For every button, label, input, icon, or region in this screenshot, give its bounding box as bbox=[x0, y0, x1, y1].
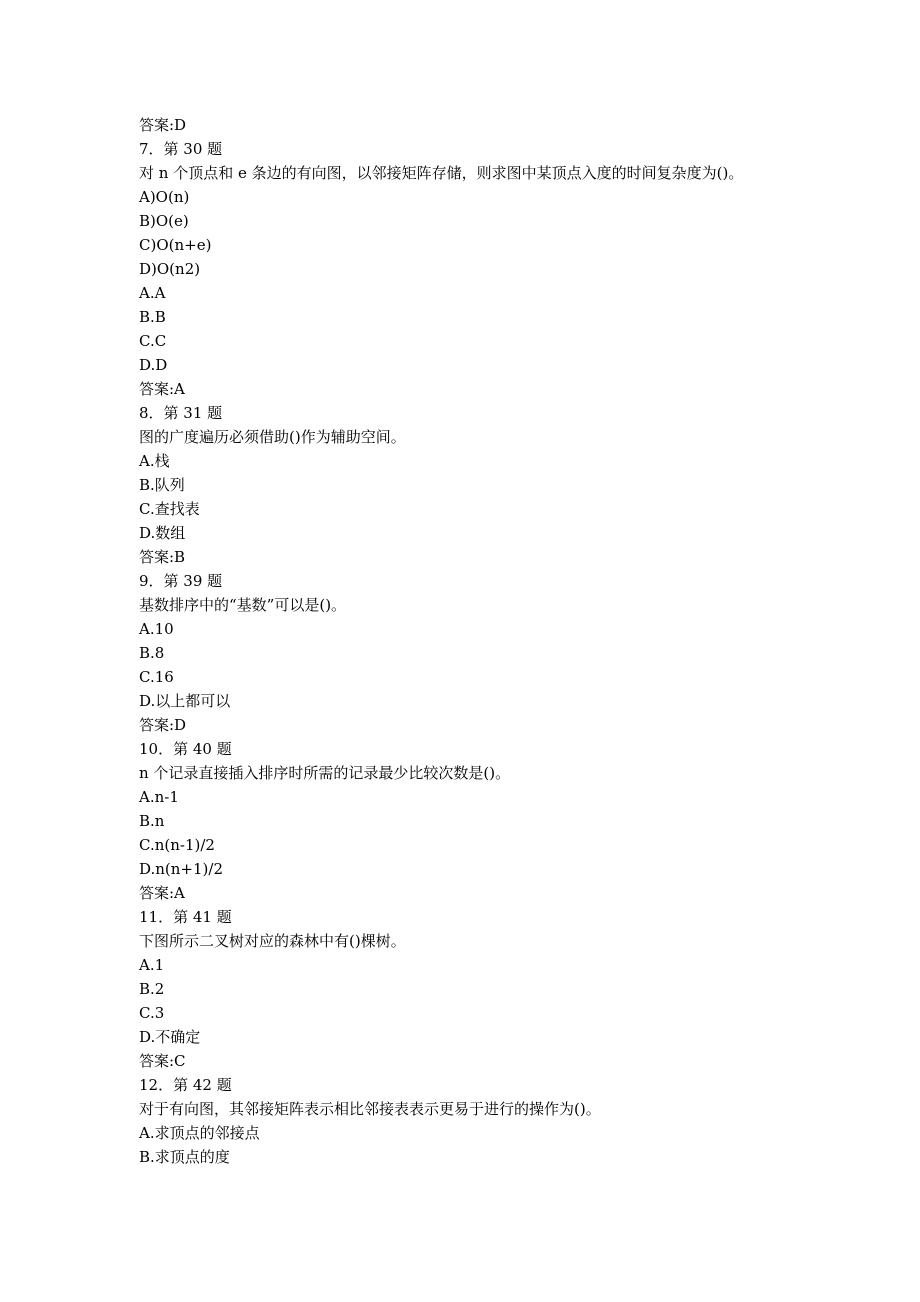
option-line: B.队列 bbox=[139, 476, 185, 494]
document-body bbox=[139, 113, 899, 1169]
answer-line: 答案:D bbox=[139, 716, 187, 734]
question-header: 11．第 41 题 bbox=[139, 908, 232, 926]
answer-line: 答案:B bbox=[139, 548, 186, 566]
answer-line: 答案:C bbox=[139, 1052, 186, 1070]
option-line: A.求顶点的邻接点 bbox=[139, 1124, 260, 1142]
option-line: C.查找表 bbox=[139, 500, 200, 518]
question-header: 8．第 31 题 bbox=[139, 404, 223, 422]
sub-option: A)O(n) bbox=[139, 188, 190, 206]
option-line: D.不确定 bbox=[139, 1028, 201, 1046]
option-line: D.D bbox=[139, 356, 168, 374]
option-line: A.10 bbox=[139, 620, 174, 638]
option-line: D.数组 bbox=[139, 524, 186, 542]
option-line: D.n(n+1)/2 bbox=[139, 860, 223, 878]
question-header: 7．第 30 题 bbox=[139, 140, 223, 158]
question-text: 对 n 个顶点和 e 条边的有向图，以邻接矩阵存储，则求图中某顶点入度的时间复杂度为()。 bbox=[139, 164, 744, 182]
option-line: A.n-1 bbox=[139, 788, 179, 806]
question-text: 下图所示二叉树对应的森林中有()棵树。 bbox=[139, 932, 406, 950]
option-line: C.n(n-1)/2 bbox=[139, 836, 215, 854]
question-header: 10．第 40 题 bbox=[139, 740, 232, 758]
option-line: B.8 bbox=[139, 644, 165, 662]
question-header: 9．第 39 题 bbox=[139, 572, 223, 590]
sub-option: B)O(e) bbox=[139, 212, 189, 230]
question-text: 基数排序中的“基数”可以是()。 bbox=[139, 596, 347, 614]
option-line: A.栈 bbox=[139, 452, 170, 470]
sub-option: C)O(n+e) bbox=[139, 236, 212, 254]
option-line: B.求顶点的度 bbox=[139, 1148, 230, 1166]
option-line: A.A bbox=[139, 284, 166, 302]
answer-line: 答案:A bbox=[139, 884, 185, 902]
question-header: 12．第 42 题 bbox=[139, 1076, 232, 1094]
question-text: n 个记录直接插入排序时所需的记录最少比较次数是()。 bbox=[139, 764, 511, 782]
option-line: B.2 bbox=[139, 980, 165, 998]
option-line: C.C bbox=[139, 332, 167, 350]
answer-line: 答案:D bbox=[139, 116, 187, 134]
option-line: B.B bbox=[139, 308, 166, 326]
sub-option: D)O(n2) bbox=[139, 260, 201, 278]
option-line: B.n bbox=[139, 812, 165, 830]
option-line: C.16 bbox=[139, 668, 174, 686]
question-text: 图的广度遍历必须借助()作为辅助空间。 bbox=[139, 428, 406, 446]
option-line: D.以上都可以 bbox=[139, 692, 231, 710]
question-text: 对于有向图，其邻接矩阵表示相比邻接表表示更易于进行的操作为()。 bbox=[139, 1100, 601, 1118]
option-line: C.3 bbox=[139, 1004, 165, 1022]
option-line: A.1 bbox=[139, 956, 165, 974]
answer-line: 答案:A bbox=[139, 380, 185, 398]
